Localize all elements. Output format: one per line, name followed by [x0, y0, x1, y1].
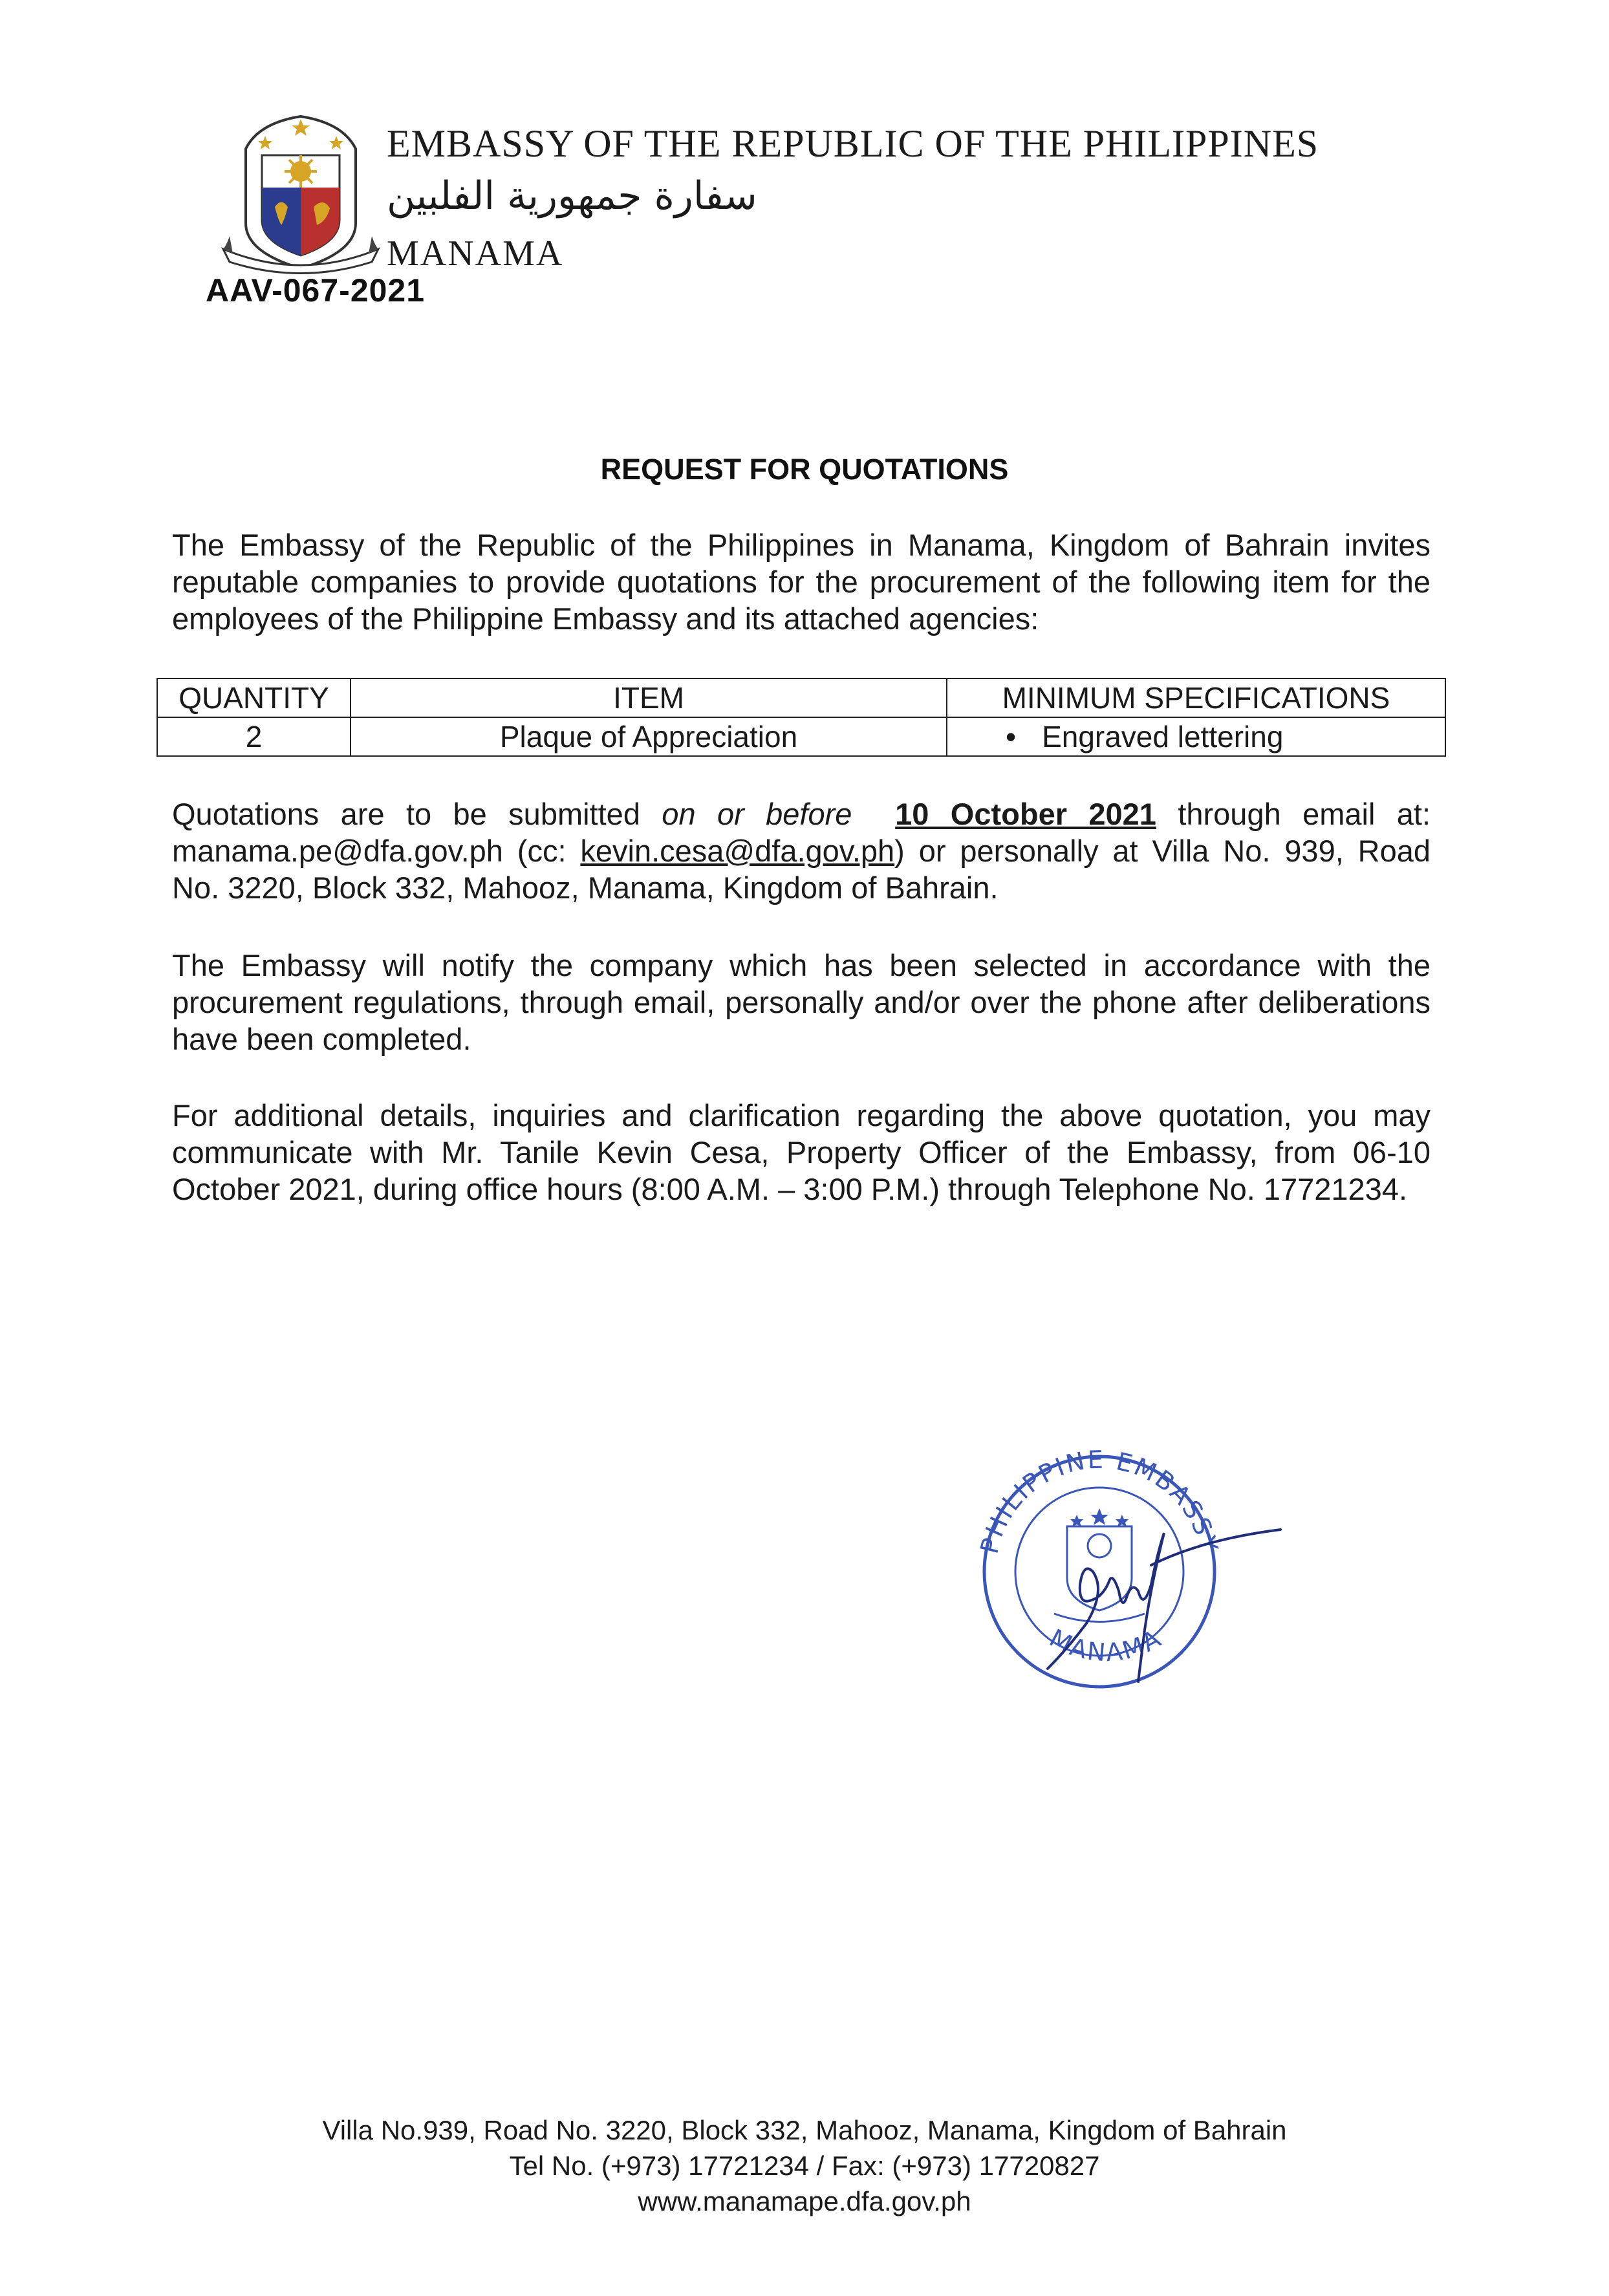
bullet-icon: •: [1005, 720, 1017, 753]
embassy-name-arabic: سفارة جمهورية الفلبين: [387, 173, 757, 219]
embassy-stamp-icon: [957, 1436, 1293, 1707]
submission-email-link[interactable]: manama.pe@dfa.gov.ph: [172, 834, 503, 868]
submission-rest: or personally at Villa No. 939, Road No. 3220, Block 332, Mahooz, Manama, Kingdom of Bahrain.: [172, 834, 1431, 905]
submission-cc-label: (cc:: [517, 834, 567, 868]
submission-cc-close: ): [894, 834, 905, 868]
cell-item: Plaque of Appreciation: [351, 717, 947, 756]
document-title: REQUEST FOR QUOTATIONS: [600, 453, 1009, 486]
footer: [0, 2112, 1609, 2219]
submission-paragraph: [172, 796, 1431, 906]
quotation-table: [157, 678, 1446, 757]
embassy-city: MANAMA: [387, 233, 564, 274]
footer-website-link[interactable]: www.manamape.dfa.gov.ph: [638, 2186, 971, 2216]
svg-text:MANAMA: [1045, 1623, 1167, 1667]
footer-address: Villa No.939, Road No. 3220, Block 332, Mahooz, Manama, Kingdom of Bahrain: [322, 2115, 1287, 2145]
contact-paragraph: For additional details, inquiries and clarification regarding the above quotation, you may communicate with Mr. Tanile Kevin Cesa, Property Officer of the Embassy, from 06-10 October 2021, during office hours (8:00 A.M. – 3:00 P.M.) through Telephone No. 17721234.: [172, 1098, 1431, 1206]
cell-quantity: 2: [157, 717, 351, 756]
stamp-top-text: PHILIPPINE EMBASSY: [975, 1445, 1224, 1557]
reference-number: AAV-067-2021: [206, 272, 426, 309]
cc-email-link[interactable]: kevin.cesa@dfa.gov.ph: [580, 834, 895, 868]
column-header-item: ITEM: [351, 678, 947, 717]
table-header-row: [157, 678, 1445, 717]
submission-via: through email at:: [1178, 797, 1431, 831]
cell-spec: [947, 717, 1445, 756]
submission-lead: Quotations are to be submitted: [172, 797, 640, 831]
embassy-name-heading: EMBASSY OF THE REPUBLIC OF THE PHILIPPINES: [387, 122, 1319, 165]
table-row: [157, 717, 1445, 756]
intro-paragraph: The Embassy of the Republic of the Philippines in Manama, Kingdom of Bahrain invites reputable companies to provide quotations for the procurement of the following item for the employees of the Philippine Embassy and its attached agencies:: [172, 528, 1431, 636]
stamp-bottom-text: MANAMA: [1044, 1623, 1167, 1667]
submission-deadline: 10 October 2021: [895, 797, 1156, 831]
spec-text: Engraved lettering: [1042, 720, 1284, 753]
notification-paragraph: The Embassy will notify the company which has been selected in accordance with the procurement regulations, through email, personally and/or over the phone after deliberations have been completed.: [172, 948, 1431, 1056]
embassy-seal-icon: [220, 110, 382, 278]
submission-qualifier: on or before: [662, 797, 852, 831]
column-header-specifications: MINIMUM SPECIFICATIONS: [947, 678, 1445, 717]
footer-phone: Tel No. (+973) 17721234 / Fax: (+973) 17720827: [509, 2150, 1100, 2181]
svg-text:PHILIPPINE EMBASSY: [975, 1446, 1224, 1557]
column-header-quantity: QUANTITY: [157, 678, 351, 717]
